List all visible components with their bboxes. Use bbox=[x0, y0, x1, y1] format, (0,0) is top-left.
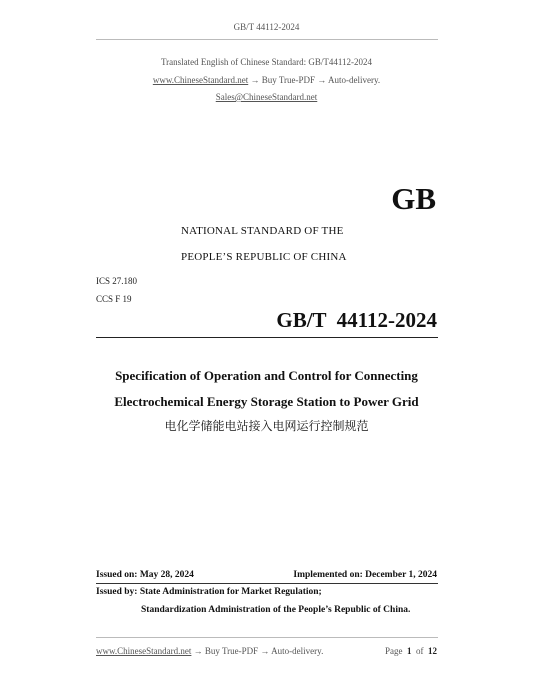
page-current: 1 bbox=[407, 646, 412, 656]
header-email-link[interactable]: Sales@ChineseStandard.net bbox=[215, 92, 318, 102]
issued-by-line-2: Standardization Administration of the People’s Republic of China. bbox=[141, 605, 411, 615]
issue-divider bbox=[96, 583, 438, 584]
national-standard-line-2: PEOPLE’S REPUBLIC OF CHINA bbox=[181, 251, 347, 263]
footer-buy-line bbox=[96, 646, 323, 656]
header-site-link[interactable]: www.ChineseStandard.net bbox=[152, 75, 249, 85]
national-standard-line-1: NATIONAL STANDARD OF THE bbox=[181, 225, 344, 237]
header-buy-text: → Buy True-PDF → Auto-delivery. bbox=[248, 75, 381, 85]
page-total: 12 bbox=[428, 646, 437, 656]
title-line-1: Specification of Operation and Control for Connecting bbox=[115, 368, 418, 383]
footer-site-link[interactable]: www.ChineseStandard.net bbox=[96, 646, 192, 656]
page-indicator bbox=[385, 646, 437, 656]
standard-code: GB/T 44112-2024 bbox=[276, 308, 437, 332]
implemented-on: Implemented on: December 1, 2024 bbox=[293, 570, 437, 580]
title-chinese: 电化学储能电站接入电网运行控制规范 bbox=[164, 419, 369, 433]
footer-divider bbox=[96, 637, 438, 638]
header-divider bbox=[96, 39, 438, 40]
issued-on: Issued on: May 28, 2024 bbox=[96, 570, 194, 580]
page-label: Page bbox=[385, 646, 403, 656]
footer-buy-text: → Buy True-PDF → Auto-delivery. bbox=[191, 646, 324, 656]
ccs-code: CCS F 19 bbox=[96, 294, 132, 304]
header-email-line bbox=[0, 92, 533, 102]
gb-mark: GB bbox=[391, 181, 436, 216]
page-of: of bbox=[416, 646, 424, 656]
standard-code-rule bbox=[96, 337, 438, 338]
running-title: GB/T 44112-2024 bbox=[233, 22, 300, 32]
header-buy-line bbox=[0, 75, 533, 85]
ics-code: ICS 27.180 bbox=[96, 276, 138, 286]
title-line-2: Electrochemical Energy Storage Station to Power Grid bbox=[114, 394, 419, 409]
translation-note: Translated English of Chinese Standard: GB/T44112-2024 bbox=[160, 57, 373, 67]
issued-by-line-1: Issued by: State Administration for Market Regulation; bbox=[96, 587, 322, 597]
